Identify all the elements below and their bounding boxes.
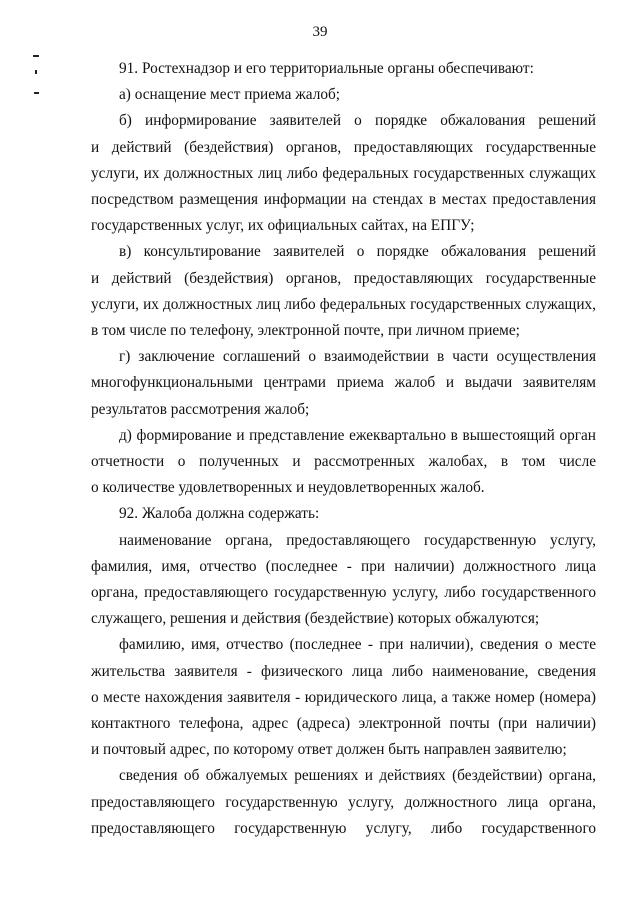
paragraph: наименование органа, предоставляющего государственную услугу, <box>119 531 596 549</box>
paragraph-cont: жительства заявителя - физического лица либо наименование, сведения <box>91 662 596 680</box>
paragraph-cont: результатов рассмотрения жалоб; <box>91 400 310 418</box>
paragraph-cont: в том числе по телефону, электронной почте, при личном приеме; <box>91 322 520 340</box>
paragraph-cont: предоставляющего государственную услугу, должностного лица органа, <box>91 793 596 811</box>
scan-mark <box>35 70 37 74</box>
paragraph-cont: государственных услуг, их официальных сайтах, на ЕПГУ; <box>91 217 475 235</box>
scan-mark <box>33 55 39 57</box>
paragraph: 91. Ростехнадзор и его территориальные органы обеспечивают: <box>119 60 534 77</box>
paragraph-cont: услуги, их должностных лиц либо федеральных государственных служащих <box>91 164 596 182</box>
paragraph-cont: отчетности о полученных и рассмотренных жалобах, в том числе <box>91 453 596 471</box>
paragraph-cont: о месте нахождения заявителя - юридического лица, а также номер (номера) <box>91 688 596 706</box>
paragraph: б) информирование заявителей о порядке обжалования решений <box>119 112 596 130</box>
scan-mark <box>34 92 39 94</box>
paragraph: д) формирование и представление ежеквартально в вышестоящий орган <box>119 426 596 444</box>
paragraph-cont: предоставляющего государственную услугу, либо государственного <box>91 819 596 837</box>
paragraph-cont: служащего, решения и действия (бездействие) которых обжалуются; <box>91 610 540 628</box>
paragraph-cont: о количестве удовлетворенных и неудовлетворенных жалоб. <box>91 479 485 497</box>
paragraph-cont: органа, предоставляющего государственную услугу, либо государственного <box>91 584 596 602</box>
paragraph-cont: многофункциональными центрами приема жалоб и выдачи заявителям <box>91 374 596 392</box>
paragraph-cont: посредством размещения информации на стендах в местах предоставления <box>91 191 596 209</box>
page-number: 39 <box>312 24 328 40</box>
paragraph: сведения об обжалуемых решениях и действиях (бездействии) органа, <box>119 767 596 785</box>
paragraph-cont: и почтовый адрес, по которому ответ должен быть направлен заявителю; <box>91 741 567 759</box>
paragraph-cont: и действий (бездействия) органов, предоставляющих государственные <box>91 269 596 287</box>
paragraph: в) консультирование заявителей о порядке обжалования решений <box>119 243 596 261</box>
paragraph: г) заключение соглашений о взаимодействии в части осуществления <box>119 348 596 366</box>
paragraph-cont: услуги, их должностных лиц либо федеральных государственных служащих, <box>91 295 596 313</box>
paragraph: а) оснащение мест приема жалоб; <box>119 86 341 104</box>
paragraph-cont: контактного телефона, адрес (адреса) электронной почты (при наличии) <box>91 715 596 733</box>
paragraph: 92. Жалоба должна содержать: <box>119 505 320 523</box>
document-body <box>91 56 596 842</box>
paragraph: фамилию, имя, отчество (последнее - при наличии), сведения о месте <box>119 636 596 654</box>
paragraph-cont: фамилия, имя, отчество (последнее - при наличии) должностного лица <box>91 557 596 575</box>
paragraph-cont: и действий (бездействия) органов, предоставляющих государственные <box>91 138 596 156</box>
